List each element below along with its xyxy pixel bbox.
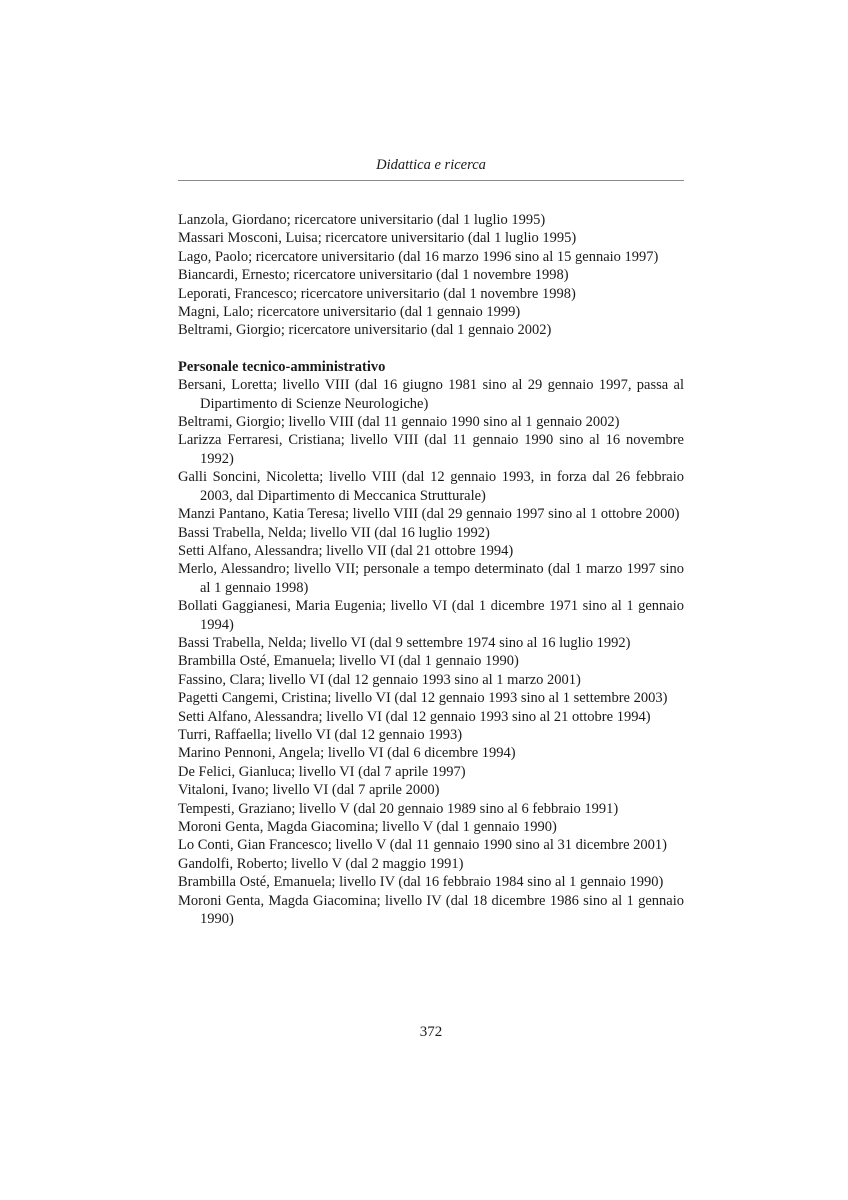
list-item: Tempesti, Graziano; livello V (dal 20 gennaio 1989 sino al 6 febbraio 1991)	[178, 800, 619, 817]
list-item: Beltrami, Giorgio; livello VIII (dal 11 gennaio 1990 sino al 1 gennaio 2002)	[178, 414, 620, 431]
list-item: Moroni Genta, Magda Giacomina; livello IV (dal 18 dicembre 1986 sino al 1 gennaio 1990)	[178, 892, 684, 928]
list-item: Setti Alfano, Alessandra; livello VII (dal 21 ottobre 1994)	[178, 542, 514, 559]
list-item: Massari Mosconi, Luisa; ricercatore universitario (dal 1 luglio 1995)	[178, 230, 577, 247]
list-item: Bersani, Loretta; livello VIII (dal 16 giugno 1981 sino al 29 gennaio 1997, passa al Dipartimento di Scienze Neurologiche)	[178, 377, 684, 412]
list-item: Brambilla Osté, Emanuela; livello VI (dal 1 gennaio 1990)	[178, 653, 519, 670]
list-item: Bassi Trabella, Nelda; livello VI (dal 9 settembre 1974 sino al 16 luglio 1992)	[178, 634, 631, 651]
section-title: Personale tecnico-amministrativo	[178, 358, 386, 375]
running-head: Didattica e ricerca	[376, 157, 486, 173]
header-rule	[178, 180, 684, 181]
list-item: Fassino, Clara; livello VI (dal 12 gennaio 1993 sino al 1 marzo 2001)	[178, 671, 581, 688]
list-item: Bassi Trabella, Nelda; livello VII (dal 16 luglio 1992)	[178, 524, 490, 541]
list-item: Leporati, Francesco; ricercatore universitario (dal 1 novembre 1998)	[178, 285, 576, 302]
list-item: Manzi Pantano, Katia Teresa; livello VIII (dal 29 gennaio 1997 sino al 1 ottobre 2000)	[178, 506, 680, 523]
list-item: Larizza Ferraresi, Cristiana; livello VIII (dal 11 gennaio 1990 sino al 16 novembre 1992)	[178, 432, 684, 467]
list-item: Lago, Paolo; ricercatore universitario (dal 16 marzo 1996 sino al 15 gennaio 1997)	[178, 248, 659, 265]
list-item: Lanzola, Giordano; ricercatore universitario (dal 1 luglio 1995)	[178, 212, 546, 228]
list-item: Magni, Lalo; ricercatore universitario (dal 1 gennaio 1999)	[178, 304, 521, 321]
list-item: Bollati Gaggianesi, Maria Eugenia; livello VI (dal 1 dicembre 1971 sino al 1 gennaio 1994)	[178, 598, 684, 633]
staff-list	[178, 376, 684, 928]
researchers-list	[178, 211, 684, 340]
list-item: Vitaloni, Ivano; livello VI (dal 7 aprile 2000)	[178, 782, 440, 799]
page-number: 372	[419, 1024, 443, 1040]
list-item: De Felici, Gianluca; livello VI (dal 7 aprile 1997)	[178, 763, 466, 780]
list-item: Marino Pennoni, Angela; livello VI (dal 6 dicembre 1994)	[178, 745, 516, 762]
list-item: Turri, Raffaella; livello VI (dal 12 gennaio 1993)	[178, 726, 463, 743]
list-item: Biancardi, Ernesto; ricercatore universitario (dal 1 novembre 1998)	[178, 267, 569, 284]
list-item: Galli Soncini, Nicoletta; livello VIII (dal 12 gennaio 1993, in forza dal 26 febbraio 2003, dal Dipartimento di Meccanica Strutturale)	[178, 469, 684, 504]
list-item: Moroni Genta, Magda Giacomina; livello V (dal 1 gennaio 1990)	[178, 819, 557, 835]
list-item: Beltrami, Giorgio; ricercatore universitario (dal 1 gennaio 2002)	[178, 322, 552, 339]
list-item: Brambilla Osté, Emanuela; livello IV (dal 16 febbraio 1984 sino al 1 gennaio 1990)	[178, 874, 664, 891]
list-item: Gandolfi, Roberto; livello V (dal 2 maggio 1991)	[178, 855, 464, 872]
list-item: Lo Conti, Gian Francesco; livello V (dal 11 gennaio 1990 sino al 31 dicembre 2001)	[178, 837, 668, 854]
list-item: Merlo, Alessandro; livello VII; personale a tempo determinato (dal 1 marzo 1997 sino al 1 gennaio 1998)	[178, 561, 684, 596]
page-body	[178, 211, 684, 928]
list-item: Setti Alfano, Alessandra; livello VI (dal 12 gennaio 1993 sino al 21 ottobre 1994)	[178, 708, 651, 725]
list-item: Pagetti Cangemi, Cristina; livello VI (dal 12 gennaio 1993 sino al 1 settembre 2003)	[178, 690, 668, 707]
